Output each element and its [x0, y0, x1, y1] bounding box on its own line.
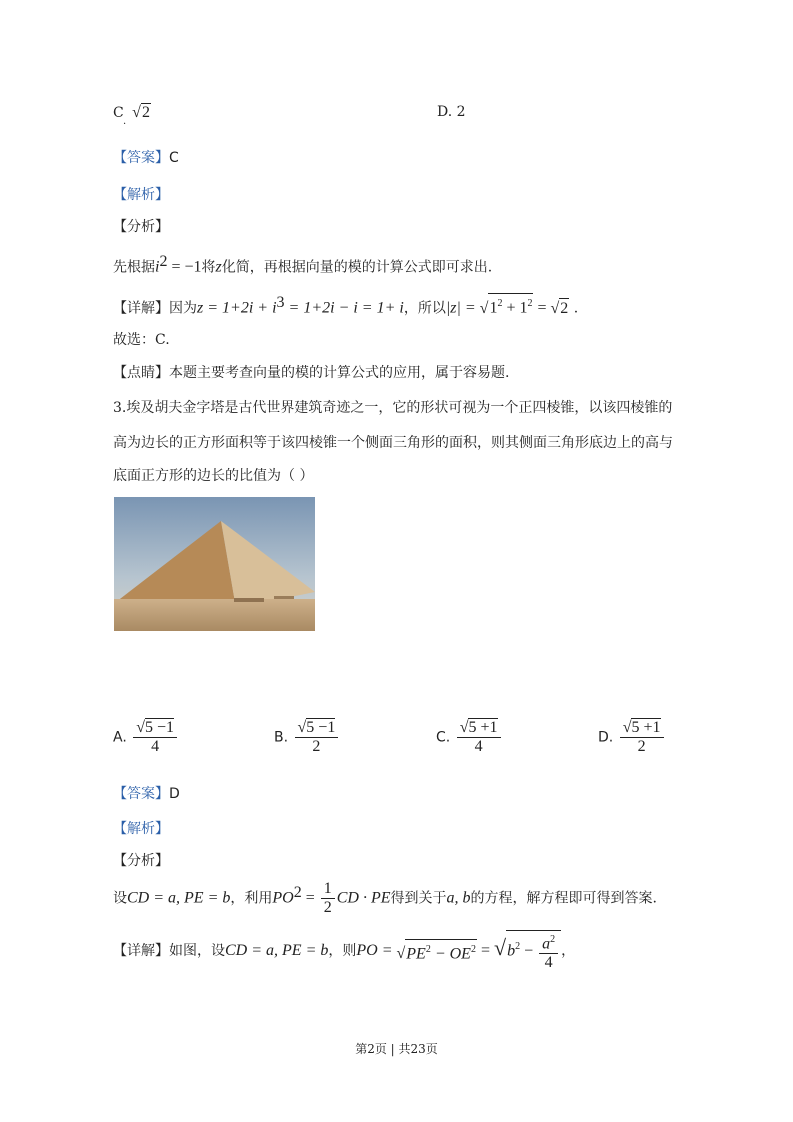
option-c[interactable]: C. $\frac{√5 +1}{4}$ [436, 719, 503, 756]
q3-line-3: 底面正方形的边长的比值为（ ） [113, 468, 314, 484]
answer-label: 【答案】 [113, 150, 169, 166]
option-b-label: B. [274, 729, 289, 746]
detail-label: 【详解】 [113, 300, 169, 317]
option-d-label: D. [598, 729, 614, 746]
q3-analysis-label: 【解析】 [113, 821, 169, 837]
q2-comment: 【点睛】本题主要考查向量的模的计算公式的应用，属于容易题. [113, 365, 510, 381]
q2-conclusion: 故选：C. [113, 332, 170, 348]
q3-line-2: 高为边长的正方形面积等于该四棱锥一个侧面三角形的面积，则其侧面三角形底边上的高与 [113, 435, 673, 451]
q3-fenxi-text: 设CD = a, PE = b，利用$PO^2$ = $\frac{1}{2}$ CD · PE得到关于a, b的方程，解方程即可得到答案. [113, 880, 657, 916]
option-c-label: C [113, 105, 124, 121]
option-a[interactable]: A. $\frac{√5 -1}{4}$ [113, 719, 179, 756]
q2-fenxi-label: 【分析】 [113, 219, 169, 235]
q3-answer: 【答案】D [113, 786, 180, 802]
option-a-label: A. [113, 729, 127, 746]
pyramid-photo [114, 497, 315, 631]
q2-fenxi-text: 先根据$i^2 = -1$将z化简，再根据向量的模的计算公式即可求出. [113, 253, 493, 276]
q3-line-1: 3.埃及胡夫金字塔是古代世界建筑奇迹之一，它的形状可视为一个正四棱锥，以该四棱锥的 [113, 400, 673, 416]
option-c-label: C. [436, 729, 451, 746]
option-d-prev: D. 2 [437, 104, 466, 120]
q2-answer [113, 148, 179, 168]
q2-analysis-label: 【解析】 [113, 187, 169, 203]
answer-value: C [169, 150, 179, 166]
option-b[interactable]: B. $\frac{√5 -1}{2}$ [274, 719, 340, 756]
q3-detail: 【详解】如图，设CD = a, PE = b，则PO = $√PE^2 - OE^2 = √b^2$ − $\frac{a^2}{4}$ ， [113, 930, 575, 972]
option-d[interactable]: D. $\frac{√5 +1}{2}$ [598, 719, 666, 756]
option-c-dot: . [123, 116, 127, 127]
option-c-prev [113, 103, 151, 122]
sqrt-2: √2 [132, 104, 150, 121]
q3-fenxi-label: 【分析】 [113, 853, 169, 869]
page-footer: 第2页 | 共23页 [355, 1042, 438, 1056]
q2-detail: 【详解】因为$z = 1+2i + i^3 = 1+2i - i = 1+ i$，所以$|z| = √1^2 + 1^2 = √2$ . [113, 294, 579, 317]
